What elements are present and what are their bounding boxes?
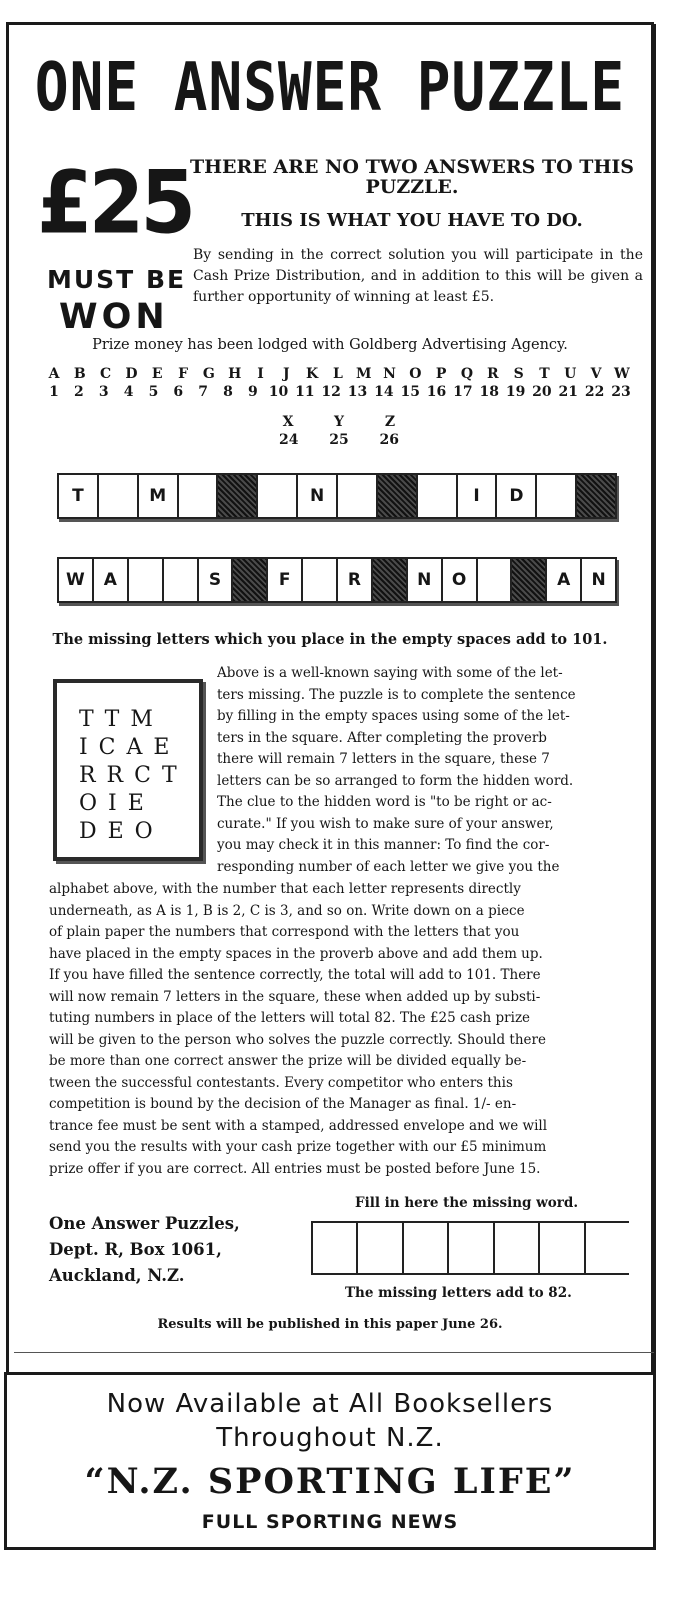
paragraph-line: tuting numbers in place of the letters will total 82. The £25 cash prize xyxy=(49,1010,531,1026)
answer-letter-box[interactable] xyxy=(493,1221,538,1275)
what-to-do-heading: THIS IS WHAT YOU HAVE TO DO. xyxy=(241,210,583,231)
paragraph-line: will be given to the person who solves the puzzle correctly. Should there xyxy=(49,1031,546,1048)
blacked-out-cell xyxy=(231,559,266,601)
alphabet-number: 16 xyxy=(426,384,447,400)
blacked-out-cell xyxy=(371,559,406,601)
fill-in-label: Fill in here the missing word. xyxy=(355,1195,579,1211)
answer-letter-box[interactable] xyxy=(402,1221,447,1275)
availability-line: Now Available at All Booksellers xyxy=(106,1389,554,1419)
puzzle-strip-2 xyxy=(57,557,617,603)
letter-cell: T xyxy=(72,486,84,506)
alphabet-number: 4 xyxy=(123,384,134,400)
must-be-label: MUST BE xyxy=(47,265,187,294)
alphabet-letter: K xyxy=(306,366,319,382)
alphabet-letter: H xyxy=(228,366,242,382)
alphabet-letter: F xyxy=(178,366,189,382)
letter-cell xyxy=(127,559,162,601)
alphabet-letter: D xyxy=(125,366,138,382)
no-two-answers-heading: THERE ARE NO TWO ANSWERS TO THIS PUZZLE. xyxy=(189,156,635,198)
paragraph-line: alphabet above, with the number that each letter represents directly xyxy=(49,881,521,897)
alphabet-letter: U xyxy=(564,366,577,382)
publication-title: “N.Z. SPORTING LIFE” xyxy=(84,1461,576,1502)
alphabet-number: 24 xyxy=(279,432,299,448)
answer-letter-box[interactable] xyxy=(584,1221,629,1275)
headline: ONE ANSWER PUZZLE xyxy=(34,49,626,127)
alphabet-number: 19 xyxy=(505,384,526,400)
alphabet-number: 25 xyxy=(329,432,349,448)
prize-amount: £25 xyxy=(37,152,192,253)
paragraph-line: be more than one correct answer the prize will be divided equally be- xyxy=(49,1053,527,1069)
alphabet-letter: Q xyxy=(460,366,474,382)
paragraph-line: send you the results with your cash prize together with our £5 minimum xyxy=(49,1139,547,1155)
paragraph-line: will now remain 7 letters in the square, these when added up by substi- xyxy=(49,988,541,1005)
paragraph-line: curate." If you wish to make sure of your answer, xyxy=(217,815,554,832)
alphabet-number: 13 xyxy=(347,384,368,400)
alphabet-letter: O xyxy=(409,366,422,382)
prize-lodged-text: Prize money has been lodged with Goldberg Advertising Agency. xyxy=(92,337,568,353)
letter-square xyxy=(53,679,203,861)
letter-cell xyxy=(97,475,137,517)
letter-cell: F xyxy=(266,559,301,601)
letter-cell: M xyxy=(137,475,177,517)
separator-line xyxy=(14,1352,654,1353)
answer-boxes xyxy=(311,1221,629,1275)
alphabet-letter: P xyxy=(435,366,447,382)
instructions-paragraph-full xyxy=(49,879,629,1180)
paragraph-line: If you have filled the sentence correctly, the total will add to 101. There xyxy=(49,967,541,983)
paragraph-line: ters missing. The puzzle is to complete the sentence xyxy=(217,686,576,703)
alphabet-number: 18 xyxy=(479,384,499,400)
alphabet-letter: S xyxy=(513,366,524,382)
address-line: One Answer Puzzles, xyxy=(49,1214,240,1233)
blacked-out-cell xyxy=(376,475,416,517)
paragraph-line: underneath, as A is 1, B is 2, C is 3, and so on. Write down on a piece xyxy=(49,902,525,919)
alphabet-extra-numbers-row xyxy=(279,431,399,449)
answer-letter-box[interactable] xyxy=(311,1221,356,1275)
alphabet-number: 2 xyxy=(73,384,84,400)
alphabet-number: 12 xyxy=(321,384,341,400)
alphabet-number: 17 xyxy=(453,384,473,400)
letter-cell xyxy=(535,475,575,517)
alphabet-number: 1 xyxy=(49,384,59,400)
alphabet-letter: N xyxy=(383,366,396,382)
paragraph-line: responding number of each letter we give you the xyxy=(217,858,560,875)
letter-cell: D xyxy=(495,475,535,517)
alphabet-letter: J xyxy=(283,366,290,382)
alphabet-letter: C xyxy=(100,366,112,382)
square-row: T T M xyxy=(79,707,155,732)
letter-cell: O xyxy=(441,559,476,601)
paragraph-line: prize offer if you are correct. All entries must be posted before June 15. xyxy=(49,1160,541,1177)
alphabet-letter: A xyxy=(48,366,60,382)
alphabet-number: 20 xyxy=(532,384,552,400)
letter-cell xyxy=(301,559,336,601)
paragraph-line: tween the successful contestants. Every competitor who enters this xyxy=(49,1074,513,1091)
won-label: WON xyxy=(59,297,169,337)
sporting-life-advertisement xyxy=(4,1372,656,1550)
instructions-paragraph-right xyxy=(217,663,629,878)
alphabet-table xyxy=(45,365,631,401)
letter-cell: N xyxy=(580,559,615,601)
letter-cell xyxy=(162,559,197,601)
alphabet-number: 6 xyxy=(173,384,184,400)
results-notice: Results will be published in this paper June 26. xyxy=(157,1317,503,1332)
alphabet-numbers-row xyxy=(45,383,631,401)
alphabet-letter: R xyxy=(486,366,499,382)
answer-letter-box[interactable] xyxy=(447,1221,492,1275)
square-row: D E O xyxy=(79,819,155,844)
alphabet-letter: Y xyxy=(334,414,344,430)
puzzle-strip-1 xyxy=(57,473,617,519)
letter-cell xyxy=(336,475,376,517)
alphabet-number: 15 xyxy=(400,384,420,400)
blacked-out-cell xyxy=(216,475,256,517)
square-row: R R C T xyxy=(79,763,179,788)
blacked-out-cell xyxy=(575,475,615,517)
letter-cell: S xyxy=(197,559,232,601)
throughout-line: Throughout N.Z. xyxy=(216,1423,444,1453)
postal-address xyxy=(49,1211,240,1289)
paragraph-line: of plain paper the numbers that correspond with the letters that you xyxy=(49,924,520,940)
alphabet-letter: W xyxy=(614,366,630,382)
alphabet-number: 21 xyxy=(558,384,578,400)
alphabet-letter: E xyxy=(151,366,163,382)
alphabet-number: 26 xyxy=(379,432,399,448)
paragraph-line: you may check it in this manner: To find the cor- xyxy=(217,837,550,853)
alphabet-letter: M xyxy=(356,366,372,382)
alphabet-extra xyxy=(279,413,399,449)
letter-cell xyxy=(416,475,456,517)
alphabet-number: 3 xyxy=(98,384,109,400)
missing-letters-101-text: The missing letters which you place in the empty spaces add to 101. xyxy=(52,631,608,648)
answer-letter-box[interactable] xyxy=(538,1221,583,1275)
alphabet-number: 23 xyxy=(611,384,631,400)
alphabet-letter: B xyxy=(73,366,86,382)
missing-letters-82-text: The missing letters add to 82. xyxy=(345,1285,572,1301)
alphabet-letter: I xyxy=(257,366,264,382)
alphabet-number: 9 xyxy=(248,384,258,400)
letter-cell: W xyxy=(66,570,85,590)
alphabet-number: 14 xyxy=(374,384,394,400)
alphabet-letters-row xyxy=(45,365,631,383)
letter-cell xyxy=(476,559,511,601)
alphabet-letter: T xyxy=(539,366,550,382)
alphabet-letter: G xyxy=(202,366,215,382)
alphabet-number: 10 xyxy=(268,384,289,400)
letter-cell: R xyxy=(336,559,371,601)
paragraph-line: ters in the square. After completing the proverb xyxy=(217,729,547,746)
square-row: I C A E xyxy=(79,735,172,760)
publication-subtitle: FULL SPORTING NEWS xyxy=(201,1511,459,1533)
paragraph-line: by filling in the empty spaces using some of the let- xyxy=(217,708,570,724)
paragraph-line: trance fee must be sent with a stamped, addressed envelope and we will xyxy=(49,1117,548,1134)
alphabet-number: 22 xyxy=(584,384,605,400)
letter-cell: A xyxy=(92,559,127,601)
alphabet-number: 11 xyxy=(295,384,315,400)
alphabet-number: 7 xyxy=(198,384,209,400)
alphabet-extra-letters-row xyxy=(279,413,399,431)
paragraph-line: competition is bound by the decision of the Manager as final. 1/- en- xyxy=(49,1096,517,1112)
puzzle-advertisement xyxy=(6,22,654,1378)
paragraph-line: letters can be so arranged to form the hidden word. xyxy=(217,772,574,789)
square-row: O I E xyxy=(79,791,146,816)
paragraph-line: have placed in the empty spaces in the proverb above and add them up. xyxy=(49,945,543,962)
letter-cell: N xyxy=(406,559,441,601)
paragraph-line: The clue to the hidden word is "to be right or ac- xyxy=(217,794,552,810)
alphabet-letter: X xyxy=(282,414,294,430)
letter-cell: I xyxy=(456,475,496,517)
blacked-out-cell xyxy=(510,559,545,601)
answer-letter-box[interactable] xyxy=(356,1221,401,1275)
alphabet-letter: L xyxy=(333,366,343,382)
paragraph-line: there will remain 7 letters in the square, these 7 xyxy=(217,751,550,767)
alphabet-number: 5 xyxy=(148,384,159,400)
address-line: Auckland, N.Z. xyxy=(49,1266,185,1285)
paragraph-line: Above is a well-known saying with some of the let- xyxy=(217,665,563,681)
alphabet-number: 8 xyxy=(223,384,233,400)
participation-text: By sending in the correct solution you will participate in the Cash Prize Distribution, and in addition to this will be given a further opportunity of winning at least £5. xyxy=(193,247,643,305)
letter-cell xyxy=(177,475,217,517)
address-line: Dept. R, Box 1061, xyxy=(49,1240,222,1259)
alphabet-letter: V xyxy=(590,366,602,382)
letter-cell: A xyxy=(545,559,580,601)
letter-cell xyxy=(256,475,296,517)
letter-cell: N xyxy=(296,475,336,517)
alphabet-letter: Z xyxy=(384,414,396,430)
